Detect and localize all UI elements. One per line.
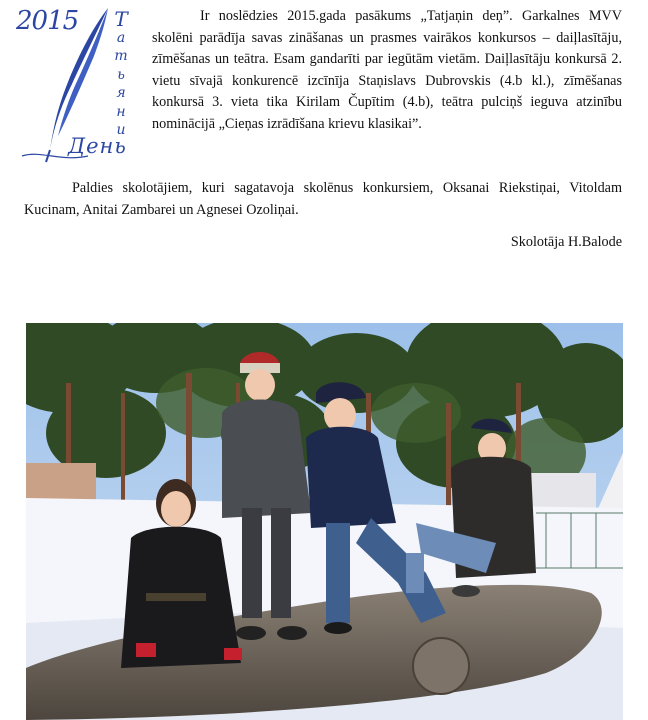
logo-title-bottom: День — [68, 134, 127, 158]
logo-letter: и — [116, 122, 126, 138]
logo-letter: т — [114, 48, 128, 64]
logo-year: 2015 — [16, 6, 79, 36]
article-paragraph-2: Paldies skolotājiem, kuri sagatavoja skolēnus konkursiem, Oksanai Riekstiņai, Vitoldam Kucinam, Anitai Zambarei un Agnesei Ozoliņai. — [24, 180, 622, 218]
photo-illustration — [26, 323, 623, 720]
logo-letter: н — [116, 103, 126, 120]
article-body — [24, 6, 622, 254]
logo-letter: а — [116, 29, 126, 46]
group-photo — [26, 323, 623, 720]
logo-letter: Т — [114, 7, 128, 31]
logo-letter: я — [116, 85, 126, 101]
logo-spacer — [24, 6, 152, 178]
article-signature: Skolotāja H.Balode — [510, 234, 622, 251]
article-paragraph-1: Ir noslēdzies 2015.gada pasākums „Tatjaņin deņ”. Garkalnes MVV skolēni parādīja savas zināšanas un prasmes vairākos konkursos – daiļlasītāju, zīmēšanas un teātra. Esam gandarīti par iegūtām vietām. Daiļlasītāju konkursā 2. vietu sīvajā konkurencē izcīnīja Staņislavs Dubrovskis (4.b kl.), zīmēšanas konkursā 3. vieta tika Kirilam Čupītim (4.b), teātra pulciņš ieguva atzinību nominācijā „Cieņas izrādīšana krievu klasikai”. — [152, 8, 622, 132]
logo-letter: ь — [117, 66, 125, 83]
